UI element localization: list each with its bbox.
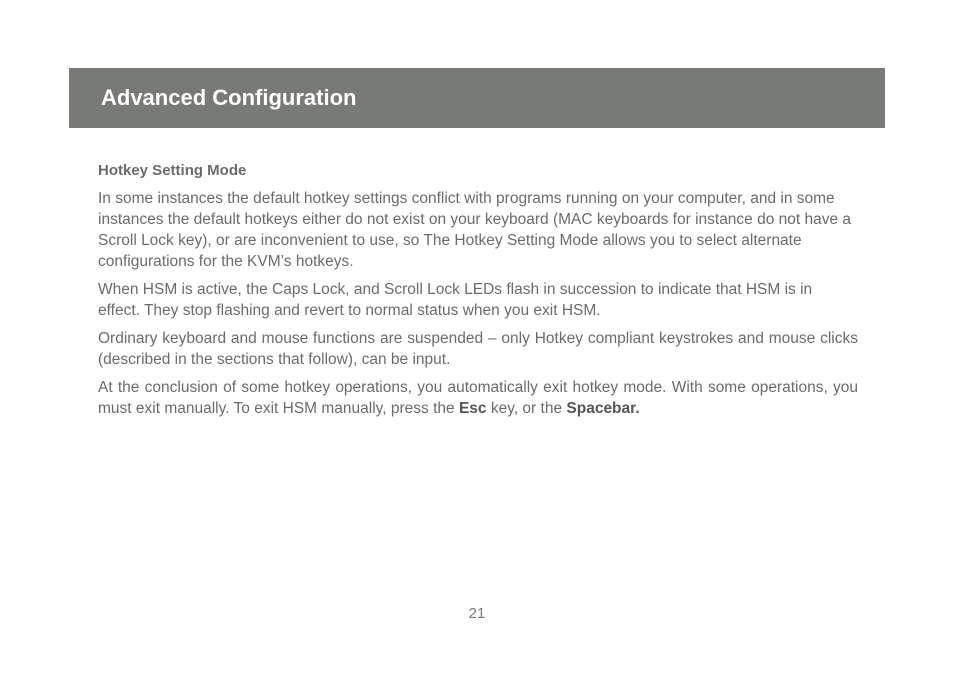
header-bar [69, 68, 885, 128]
paragraph-intro: In some instances the default hotkey settings conflict with programs running on your computer, and in some instances the default hotkeys either do not exist on your keyboard (MAC keyboards for instance do not have a Scroll Lock key), or are inconvenient to use, so The Hotkey Setting Mode allows you to select alternate configurations for the KVM’s hotkeys. [98, 190, 852, 270]
paragraph-hsm-active: When HSM is active, the Caps Lock, and Scroll Lock LEDs flash in succession to indicate that HSM is in effect. They stop flashing and revert to normal status when you exit HSM. [98, 281, 813, 319]
paragraph-exit-hsm [98, 377, 858, 419]
exit-text-before: At the conclusion of some hotkey operations, you automatically exit hotkey mode. With some operations, you must exit manually. To exit HSM manually, press the [98, 379, 858, 417]
section-heading: Hotkey Setting Mode [98, 162, 247, 179]
main-content [98, 161, 858, 426]
esc-key-label: Esc [458, 400, 487, 417]
paragraph-suspended-functions: Ordinary keyboard and mouse functions are suspended – only Hotkey compliant keystrokes and mouse clicks (described in the sections that follow), can be input. [98, 330, 858, 368]
page-title: Advanced Configuration [101, 85, 357, 110]
spacebar-key-label: Spacebar. [566, 400, 640, 417]
exit-text-middle: key, or the [486, 400, 567, 417]
page-number: 21 [468, 605, 486, 622]
